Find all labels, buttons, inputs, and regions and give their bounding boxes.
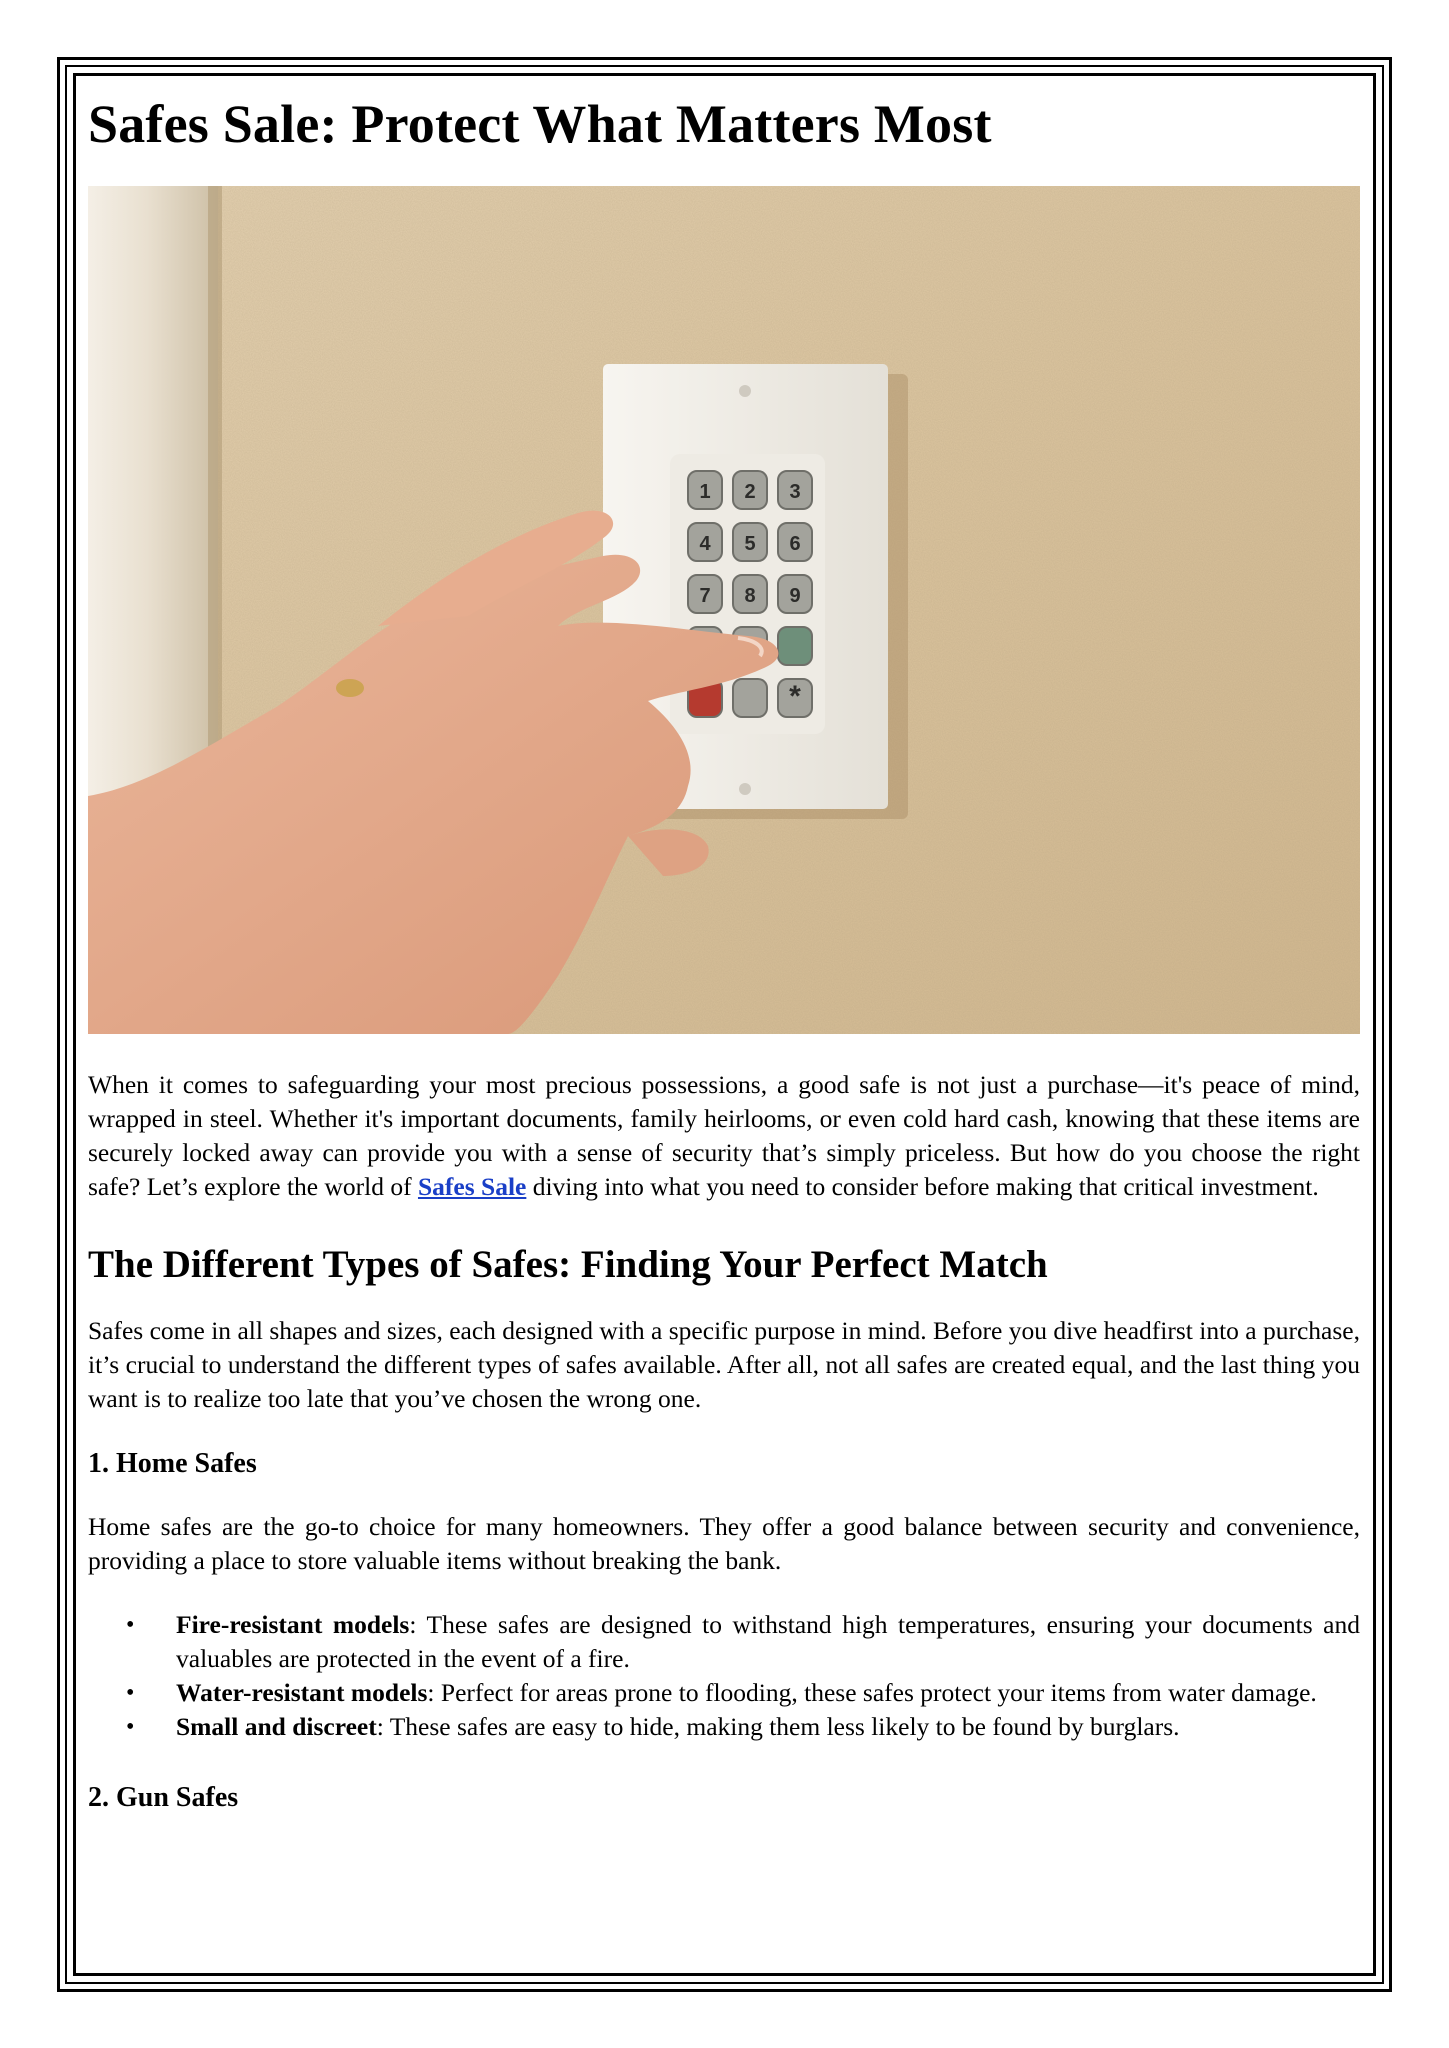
keypad-key-label: 9 <box>789 585 801 607</box>
section-heading-types: The Different Types of Safes: Finding Your Perfect Match <box>88 1243 1048 1286</box>
section-paragraph-types: Safes come in all shapes and sizes, each designed with a specific purpose in mind. Before you dive headfirst into a purchase, it’s crucial to understand the different types of safes available. After all, not all safes are created equal, and the last thing you want is to realize too late that you’ve chosen the wrong one. <box>88 1316 1360 1413</box>
list-item-text: : These safes are designed to withstand high temperatures, ensuring your documents and valuables are protected in the event of a fire. <box>176 1610 1360 1673</box>
keypad-key-label: 5 <box>744 533 756 555</box>
ring-icon <box>336 679 364 697</box>
document-content <box>88 88 1360 1816</box>
keypad-key-label: 4 <box>699 533 711 555</box>
keypad-key <box>778 627 812 665</box>
list-item-term: Small and discreet <box>176 1712 377 1741</box>
list-item-term: Fire-resistant models <box>176 1610 410 1639</box>
list-item-text: : These safes are easy to hide, making them less likely to be found by burglars. <box>376 1712 1180 1741</box>
list-item <box>176 1710 1360 1744</box>
subheading-gun-safes: 2. Gun Safes <box>88 1782 239 1813</box>
keypad-key-label: 1 <box>699 481 711 503</box>
intro-text: When it comes to safeguarding your most precious possessions, a good safe is not just a purchase—it's peace of mind, wrapped in steel. Whether it's important documents, family heirlooms, or even cold hard cash, knowing that these items are securely locked away can provide you with a sense of security that’s simply priceless. But how do you choose the right safe? Let’s explore the world of <box>88 1070 1360 1201</box>
keypad-key-label: 3 <box>789 481 801 503</box>
screw-top-icon <box>739 385 751 397</box>
subheading-home-safes: 1. Home Safes <box>88 1448 257 1479</box>
keypad-key-label: * <box>789 680 801 713</box>
keypad-key-label: 2 <box>744 481 756 503</box>
intro-text-end: diving into what you need to consider before making that critical investment. <box>526 1172 1319 1201</box>
intro-paragraph <box>88 1068 1360 1204</box>
home-safes-paragraph: Home safes are the go-to choice for many homeowners. They offer a good balance between security and convenience, providing a place to store valuable items without breaking the bank. <box>88 1512 1360 1575</box>
screw-bottom-icon <box>739 783 751 795</box>
list-item-text: : Perfect for areas prone to flooding, these safes protect your items from water damage. <box>427 1678 1317 1707</box>
keypad-key-label: 7 <box>699 585 711 607</box>
page-title: Safes Sale: Protect What Matters Most <box>88 94 992 154</box>
hero-image-keypad <box>88 186 1360 1034</box>
keypad-key-label: 6 <box>789 533 801 555</box>
keypad-key <box>733 679 767 717</box>
list-item <box>176 1608 1360 1676</box>
list-item <box>176 1676 1360 1710</box>
home-safes-list <box>88 1608 1360 1744</box>
safes-sale-link[interactable]: Safes Sale <box>417 1172 527 1201</box>
keypad-key-label: 8 <box>744 585 756 607</box>
list-item-term: Water-resistant models <box>176 1678 428 1707</box>
